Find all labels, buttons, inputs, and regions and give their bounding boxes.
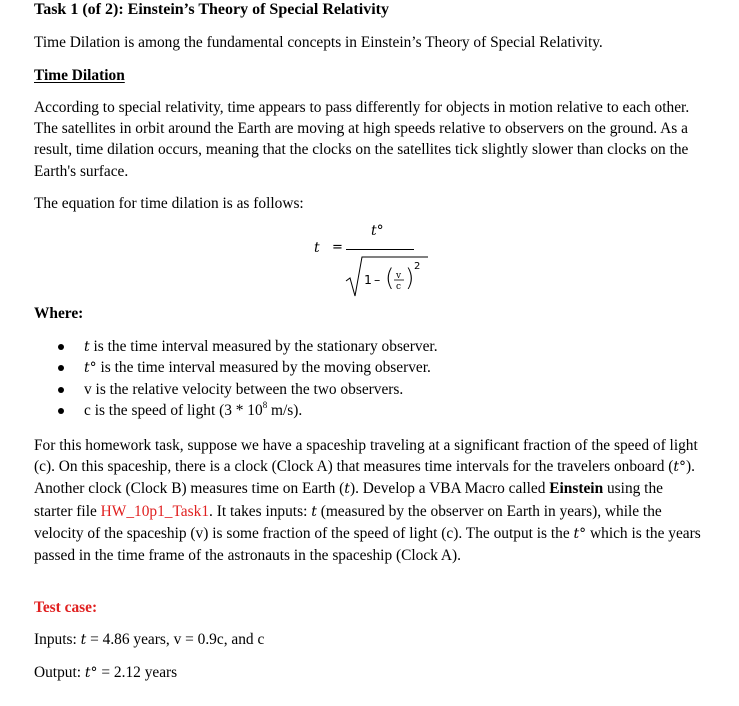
test-inputs: [34, 629, 264, 651]
equation-minus: –: [374, 272, 381, 287]
text-run: For this homework task, suppose we have a spaceship traveling at a significant fraction of the speed of light (c). On this spaceship, there is a clock (Clock A) that measures time intervals for the travelers onboard (: [34, 437, 698, 476]
equation-v: v: [396, 271, 402, 281]
list-item: [56, 336, 696, 357]
paragraph-relativity: According to special relativity, time appears to pass differently for objects in motion relative to each other. The satellites in orbit around the Earth are moving at high speeds relative to observers on the ground. As a result, time dilation occurs, meaning that the clocks on the satellites tick slightly slower than clocks on the Earth's surface.: [34, 99, 690, 180]
bullet-exponent: 8: [262, 400, 268, 411]
sqrt-denominator: [344, 251, 434, 301]
task-title: Task 1 (of 2): Einstein’s Theory of Special Relativity: [34, 1, 389, 18]
bullet-tail: m/s).: [267, 402, 303, 420]
inputs-prefix: Inputs:: [34, 631, 81, 648]
symbol-t: t: [344, 481, 350, 498]
right-paren: ): [405, 264, 415, 292]
symbol-t: t: [311, 503, 317, 520]
symbol-t: t: [80, 632, 87, 648]
equation-lhs: t: [314, 240, 320, 256]
starter-file-name: HW_10p1_Task1: [100, 502, 210, 520]
list-item: [56, 379, 696, 400]
output-value: = 2.12 years: [97, 664, 178, 681]
test-output: [34, 662, 177, 684]
list-item: [56, 400, 696, 421]
equation-power: 2: [414, 261, 421, 272]
equation-one: 1: [364, 272, 372, 287]
bullet-text: is the relative velocity between the two observers.: [91, 380, 404, 398]
where-label: Where:: [34, 305, 84, 322]
text-run: which is the years passed in the time frame of the astronauts in the spaceship (Clock A).: [34, 524, 701, 565]
bullet-symbol: t°: [84, 360, 97, 377]
list-item: [56, 357, 696, 378]
symbol-t0: t°: [673, 459, 686, 476]
fraction-bar: [346, 249, 414, 250]
symbol-t0: t°: [573, 525, 587, 542]
text-run: (measured by the observer on Earth in years), while the velocity of the spaceship (v) is some fraction of the speed of light (c). The output is the: [34, 502, 662, 542]
equation-intro: The equation for time dilation is as follows:: [34, 195, 304, 212]
time-dilation-equation: [308, 222, 468, 300]
paragraph-homework: [34, 435, 704, 566]
section-heading: Time Dilation: [34, 67, 125, 84]
equation-equals: =: [332, 240, 343, 255]
bullet-text: is the time interval measured by the stationary observer.: [89, 338, 438, 355]
variable-list: [56, 336, 696, 422]
bullet-icon: [58, 365, 64, 371]
bullet-symbol: c: [84, 402, 91, 420]
macro-name: Einstein: [549, 480, 604, 498]
bullet-symbol: t: [84, 339, 90, 355]
text-run: using the starter file: [34, 480, 663, 520]
symbol-t0: t°: [84, 665, 98, 681]
equation-c: c: [396, 282, 402, 292]
output-prefix: Output:: [34, 664, 85, 681]
left-paren: (: [385, 264, 395, 292]
bullet-text: is the speed of light (3 * 10: [90, 402, 263, 420]
text-run: . It takes inputs:: [209, 502, 312, 520]
inputs-values: = 4.86 years, v = 0.9c, and c: [86, 631, 265, 648]
bullet-text: is the time interval measured by the moving observer.: [96, 359, 431, 377]
bullet-icon: [58, 344, 64, 350]
text-run: ). Another clock (Clock B) measures time on Earth (: [34, 458, 695, 498]
equation-numerator: t°: [371, 223, 384, 239]
test-case-label: Test case:: [34, 599, 98, 616]
intro-text: Time Dilation is among the fundamental concepts in Einstein’s Theory of Special Relativity.: [34, 34, 603, 51]
bullet-icon: [58, 408, 64, 414]
bullet-icon: [58, 387, 64, 393]
text-run: ). Develop a VBA Macro called: [349, 480, 550, 498]
bullet-symbol: v: [84, 380, 92, 398]
